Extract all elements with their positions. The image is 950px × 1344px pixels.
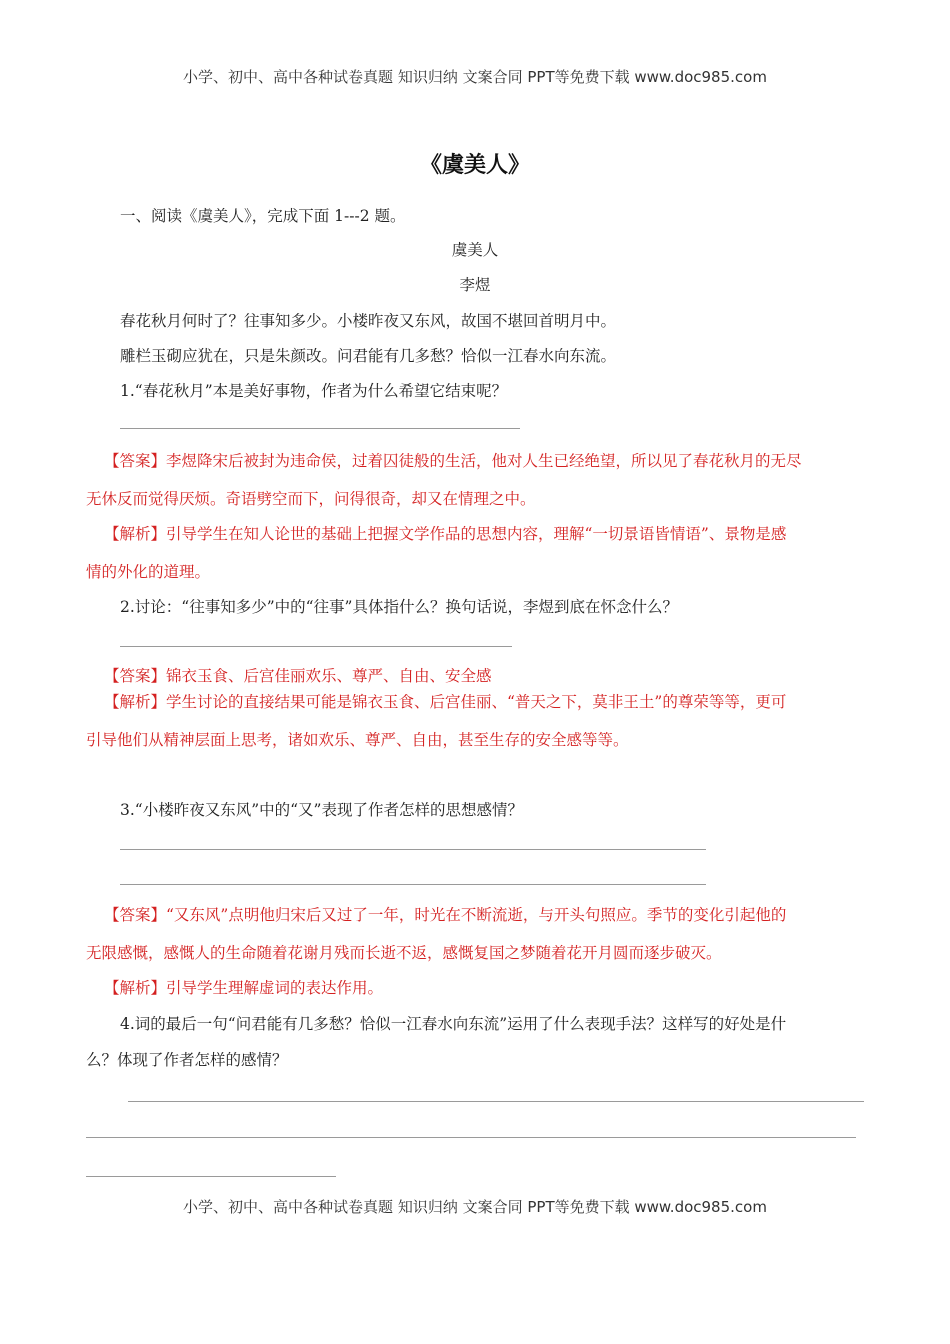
answer-line[interactable] xyxy=(120,849,706,850)
page-header: 小学、初中、高中各种试卷真题 知识归纳 文案合同 PPT等免费下载 www.doc985.com xyxy=(183,68,767,86)
analysis-2-line-1: 【解析】学生讨论的直接结果可能是锦衣玉食、后宫佳丽、“普天之下，莫非王土”的尊荣等等，更可 xyxy=(104,693,787,711)
analysis-3: 【解析】引导学生理解虚词的表达作用。 xyxy=(104,979,384,997)
poem-line-2: 雕栏玉砌应犹在，只是朱颜改。问君能有几多愁？恰似一江春水向东流。 xyxy=(120,347,617,365)
question-4-line-2: 么？体现了作者怎样的感情？ xyxy=(86,1051,288,1069)
question-4-line-1: 4.词的最后一句“问君能有几多愁？恰似一江春水向东流”运用了什么表现手法？这样写的好处是什 xyxy=(120,1015,787,1033)
answer-line[interactable] xyxy=(128,1101,864,1102)
poem-title: 虞美人 xyxy=(451,241,499,259)
answer-line[interactable] xyxy=(120,646,512,647)
analysis-1-line-1: 【解析】引导学生在知人论世的基础上把握文学作品的思想内容，理解“一切景语皆情语”、景物是感 xyxy=(104,525,787,543)
question-3: 3.“小楼昨夜又东风”中的“又”表现了作者怎样的思想感情？ xyxy=(120,801,523,819)
answer-3-line-2: 无限感慨，感慨人的生命随着花谢月残而长逝不返，感慨复国之梦随着花开月圆而逐步破灭。 xyxy=(86,944,722,962)
poem-line-1: 春花秋月何时了？往事知多少。小楼昨夜又东风，故国不堪回首明月中。 xyxy=(120,312,617,330)
answer-line[interactable] xyxy=(120,428,520,429)
section-intro: 一、阅读《虞美人》，完成下面 1---2 题。 xyxy=(120,207,406,225)
page-footer: 小学、初中、高中各种试卷真题 知识归纳 文案合同 PPT等免费下载 www.doc985.com xyxy=(183,1198,767,1216)
question-1: 1.“春花秋月”本是美好事物，作者为什么希望它结束呢？ xyxy=(120,382,508,400)
answer-3-line-1: 【答案】“又东风”点明他归宋后又过了一年，时光在不断流逝，与开头句照应。季节的变化引起他的 xyxy=(104,906,787,924)
answer-1-line-2: 无休反而觉得厌烦。奇语劈空而下，问得很奇，却又在情理之中。 xyxy=(86,490,536,508)
document-title: 《虞美人》 xyxy=(419,153,530,178)
answer-1-line-1: 【答案】李煜降宋后被封为违命侯，过着囚徒般的生活，他对人生已经绝望，所以见了春花秋月的无尽 xyxy=(104,452,802,470)
answer-line[interactable] xyxy=(86,1176,336,1177)
question-2: 2.讨论：“往事知多少”中的“往事”具体指什么？换句话说，李煜到底在怀念什么？ xyxy=(120,598,678,616)
poem-author: 李煜 xyxy=(459,276,491,294)
answer-2: 【答案】锦衣玉食、后宫佳丽欢乐、尊严、自由、安全感 xyxy=(104,667,492,685)
analysis-1-line-2: 情的外化的道理。 xyxy=(86,563,211,581)
answer-line[interactable] xyxy=(120,884,706,885)
answer-line[interactable] xyxy=(86,1137,856,1138)
analysis-2-line-2: 引导他们从精神层面上思考，诸如欢乐、尊严、自由，甚至生存的安全感等等。 xyxy=(86,731,629,749)
